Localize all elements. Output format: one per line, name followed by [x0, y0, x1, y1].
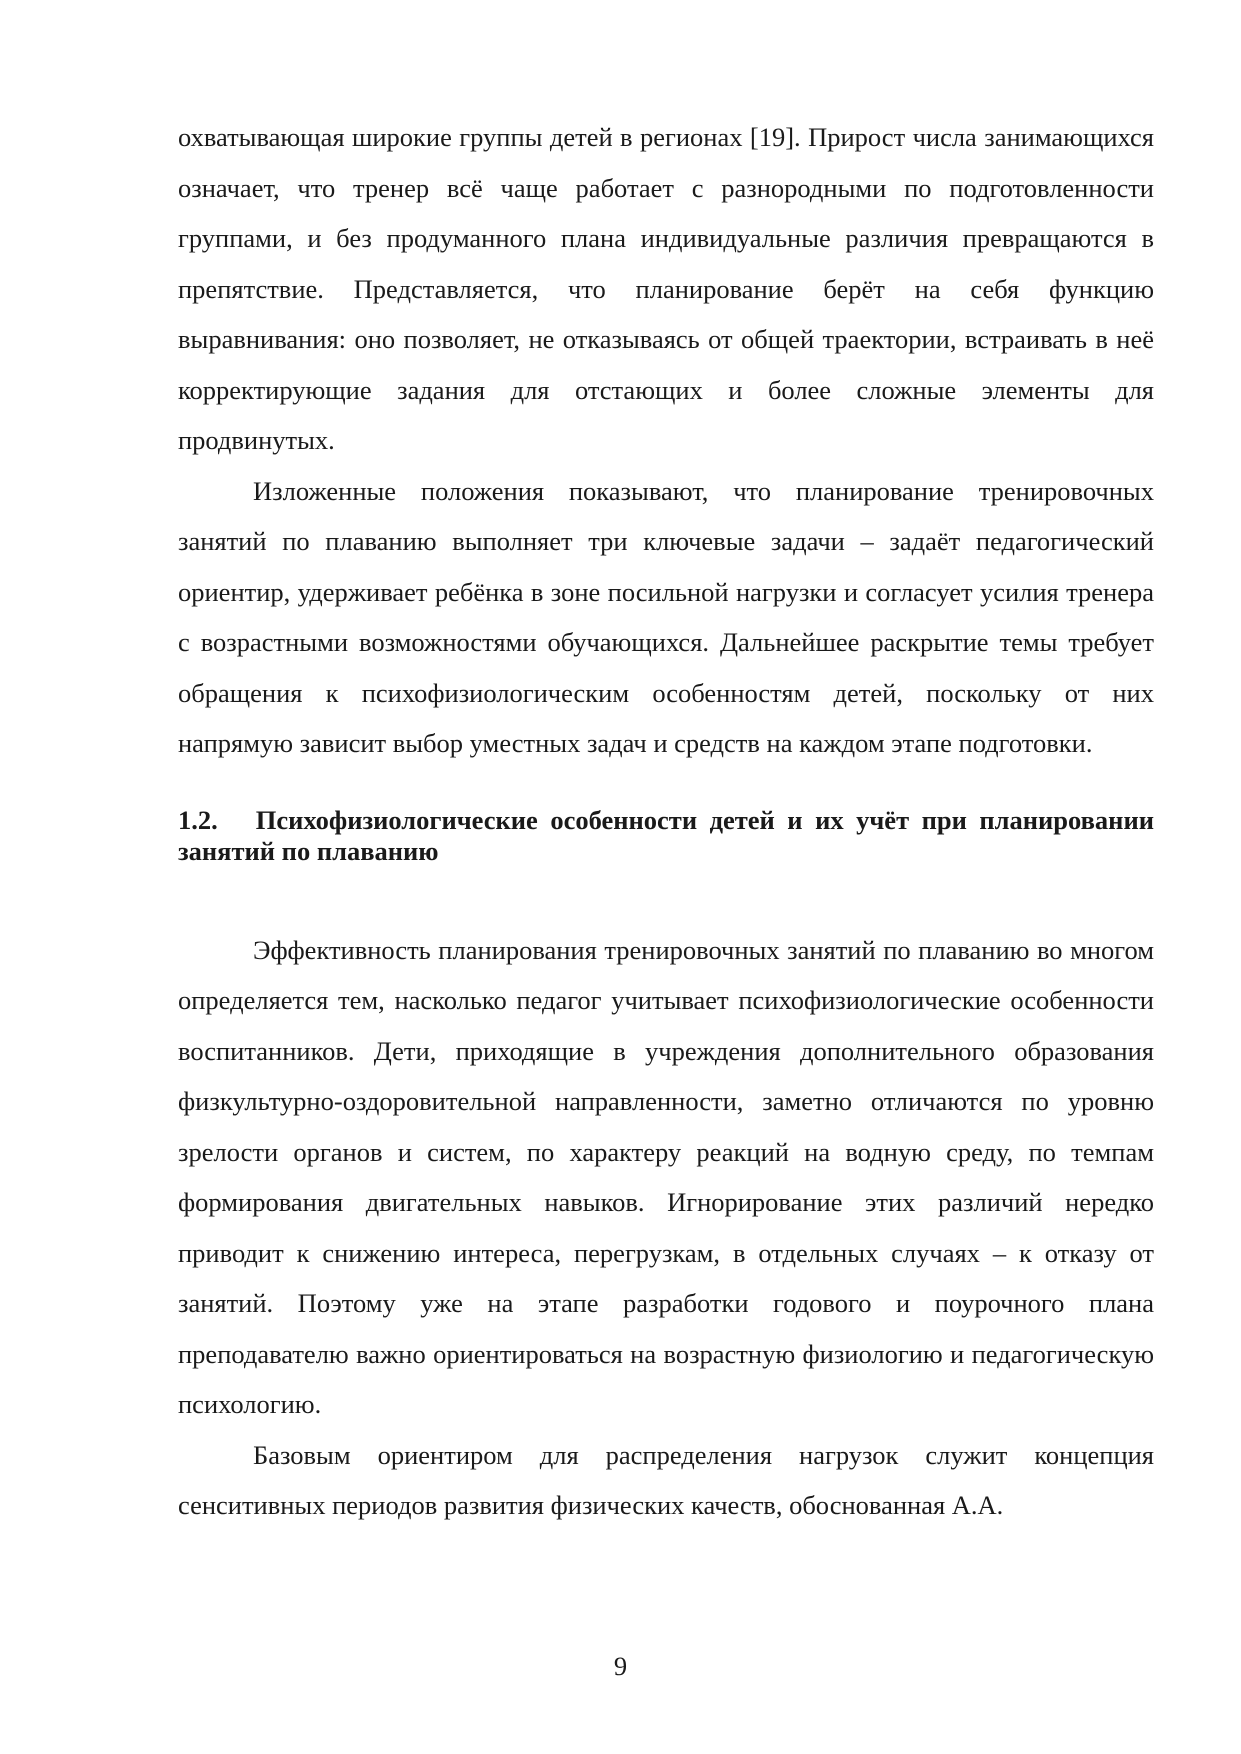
body-paragraph: охватывающая широкие группы детей в регионах [19]. Прирост числа занимающихся означает, что тренер всё чаще работает с разнородными по подготовленности группами, и без продуманного плана индивидуальные различия превращаются в препятствие. Представляется, что планирование берёт на себя функцию выравнивания: оно позволяет, не отказываясь от общей траектории, встраивать в неё корректирующие задания для отстающих и более сложные элементы для продвинутых. — [178, 122, 1154, 455]
body-paragraph: Изложенные положения показывают, что планирование тренировочных занятий по плаванию выполняет три ключевые задачи – задаёт педагогический ориентир, удерживает ребёнка в зоне посильной нагрузки и согласует усилия тренера с возрастными возможностями обучающихся. Дальнейшее раскрытие темы требует обращения к психофизиологическим особенностям детей, поскольку от них напрямую зависит выбор уместных задач и средств на каждом этапе подготовки. — [178, 475, 1154, 758]
body-paragraph: Эффективность планирования тренировочных занятий по плаванию во многом определяется тем, насколько педагог учитывает психофизиологические особенности воспитанников. Дети, приходящие в учреждения дополнительного образования физкультурно-оздоровительной направленности, заметно отличаются по уровню зрелости органов и систем, по характеру реакций на водную среду, по темпам формирования двигательных навыков. Игнорирование этих различий нередко приводит к снижению интереса, перегрузкам, в отдельных случаях – к отказу от занятий. Поэтому уже на этапе разработки годового и поурочного плана преподавателю важно ориентироваться на возрастную физиологию и педагогическую психологию. — [178, 934, 1154, 1419]
body-paragraph: Базовым ориентиром для распределения нагрузок служит концепция сенситивных периодов развития физических качеств, обоснованная А.А. — [178, 1439, 1154, 1520]
document-page — [178, 112, 1154, 1531]
page-number: 9 — [613, 1651, 628, 1681]
section-heading — [178, 805, 1154, 867]
section-title: Психофизиологические особенности детей и их учёт при планировании занятий по плаванию — [178, 804, 1154, 866]
section-number: 1.2. — [178, 804, 218, 835]
